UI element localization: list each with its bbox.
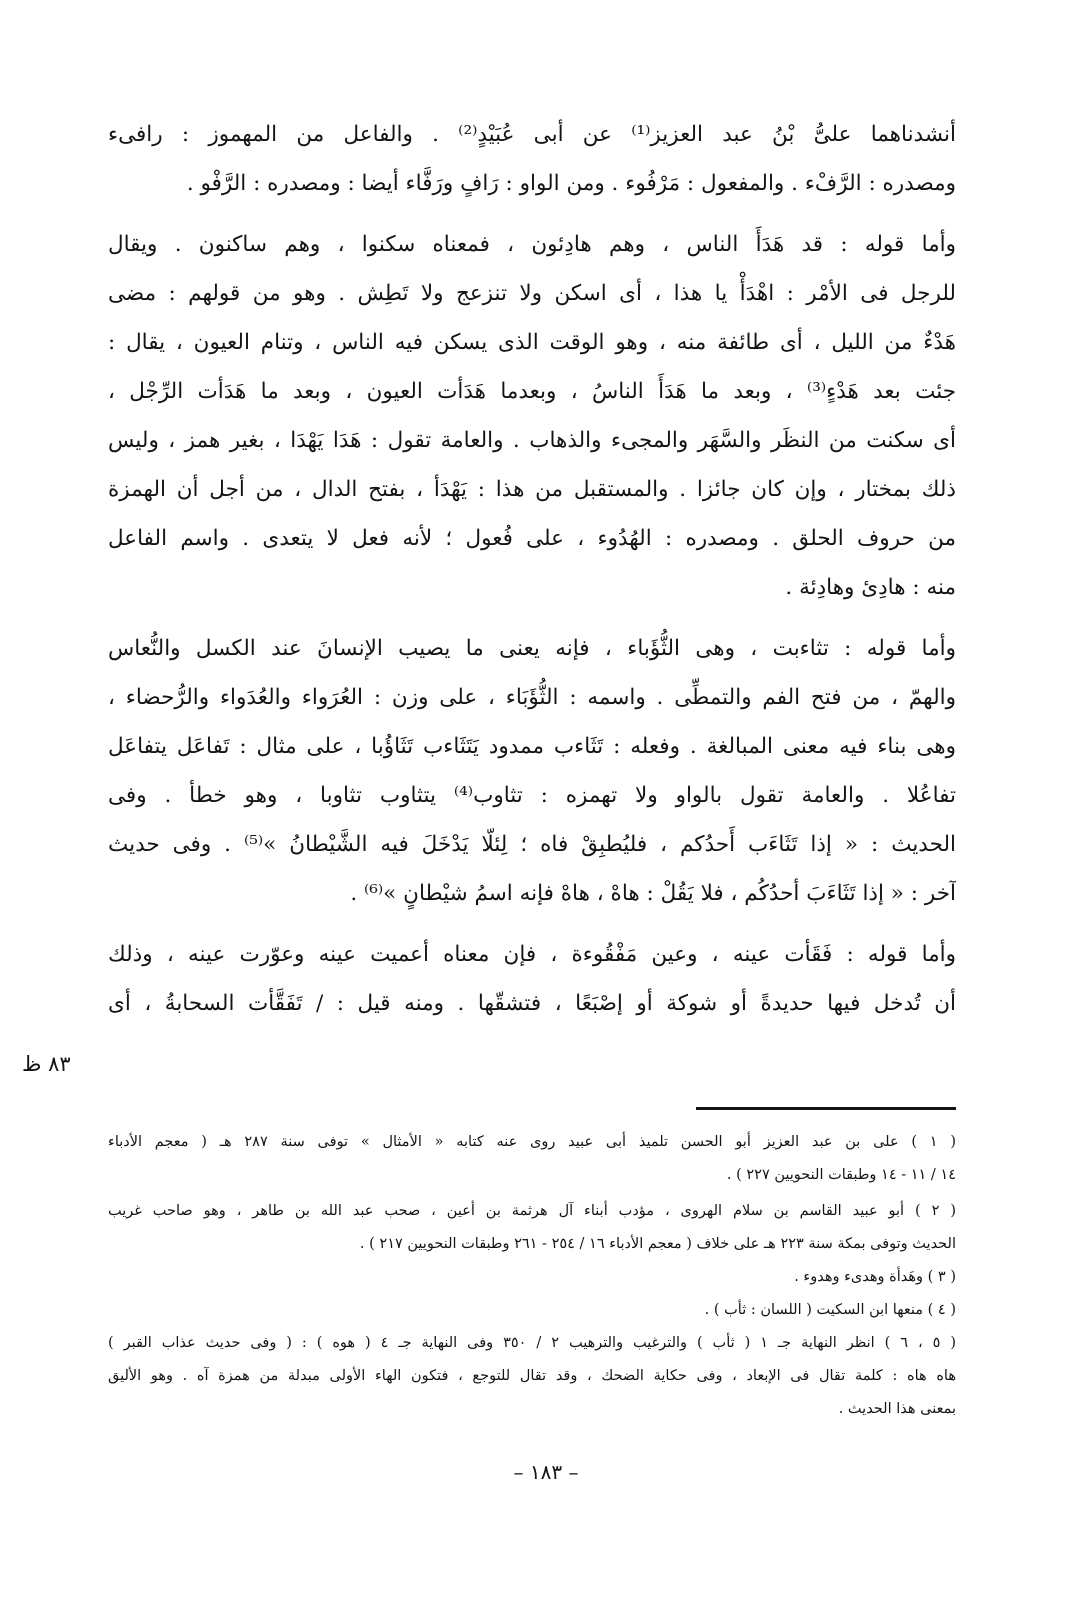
footnote-4 — [108, 1294, 956, 1327]
footnote-line: ( ٣ ) وهَدأة وهدىء وهدوء . — [794, 1269, 956, 1285]
text-line: للرجل فى الأمْر : اهْدَأْ يا هذا ، أى اسكن ولا تنزعج ولا تَطِش . وهو من قولهم : مضى — [108, 281, 956, 306]
footnote-line: ( ٢ ) أبو عبيد القاسم بن سلام الهروى ، مؤدب أبناء آل هرثمة بن أعين ، صحب عبد الله بن طاهر ، وهو صاحب غريب — [108, 1203, 956, 1219]
page-number: – ١٨٣ – — [513, 1460, 579, 1484]
paragraph-2 — [108, 220, 956, 612]
text-line: الحديث : « إذا تَثَاءَب أَحدُكم ، فليُطبِقْ فاه ؛ لِئلّا يَدْخَلَ فيه الشَّيْطانُ »⁽⁵⁾ . وفى حديث — [108, 832, 956, 857]
text-line: ذلك بمختار ، وإن كان جائزا . والمستقبل من هذا : يَهْدَأ ، بفتح الدال ، من أجل أن الهمزة — [108, 477, 956, 502]
text-line: أن تُدخل فيها حديدةً أو شوكة أو إصْبَعًا ، فتشقّها . ومنه قيل : / تَفَقَّأت السحابةُ ، أى — [108, 991, 956, 1016]
text-line: منه : هادِئ وهادِئة . — [785, 575, 956, 600]
footnote-1 — [108, 1126, 956, 1192]
text-line: هَدْءٌ من الليل ، أى طائفة منه ، وهو الوقت الذى يسكن فيه الناس ، وتنام العيون ، يقال : — [108, 330, 956, 355]
footnote-line: الحديث وتوفى بمكة سنة ٢٢٣ هـ على خلاف ( معجم الأدباء ١٦ / ٢٥٤ - ٢٦١ وطبقات النحويين ٢١٧ ) . — [359, 1236, 956, 1252]
main-text — [108, 110, 956, 1028]
footnote-line: ( ١ ) على بن عبد العزيز أبو الحسن تلميذ أبى عبيد روى عنه كتابه « الأمثال » توفى سنة ٢٨٧ هـ ( معجم الأدباء — [108, 1134, 956, 1150]
text-line: وأما قوله : تثاءبت ، وهى الثُّؤَباء ، فإنه يعنى ما يصيب الإنسانَ عند الكسل والنُّعاس — [108, 636, 956, 661]
text-line: من حروف الحلق . ومصدره : الهُدُوء ، على فُعول ؛ لأنه فعل لا يتعدى . واسم الفاعل — [108, 526, 956, 551]
manuscript-folio-marker: ٨٣ ظ — [22, 1052, 71, 1076]
footnotes — [108, 1126, 956, 1426]
paragraph-3 — [108, 624, 956, 918]
paragraph-4 — [108, 930, 956, 1028]
text-line: وأما قوله : قد هَدَأَ الناس ، وهم هادِئون ، فمعناه سكنوا ، وهم ساكنون . ويقال — [108, 232, 956, 257]
text-line: وهى بناء فيه معنى المبالغة . وفعله : تَثَاءب ممدود يَتَثَاءب تَثَاؤُبا ، على مثال : تَفاعَل يتفاعَل — [108, 734, 956, 759]
text-line: تفاعُلا . والعامة تقول بالواو ولا تهمزه : تثاوب⁽⁴⁾ يتثاوب تثاوبا ، وهو خطأ . وفى — [108, 783, 956, 808]
text-line: أى سكنت من النظَر والسَّهَر والمجىء والذهاب . والعامة تقول : هَدَا يَهْدَا ، بغير همز ، وليس — [108, 428, 956, 453]
text-line: والهمّ ، من فتح الفم والتمطِّى . واسمه : الثُّؤَبَاء ، على وزن : العُرَواء والعُدَواء والرُّحضاء ، — [108, 685, 956, 710]
text-line: أنشدناهما علىُّ بْنُ عبد العزيز⁽¹⁾ عن أبى عُبَيْدٍ⁽²⁾ . والفاعل من المهموز : رافىء — [108, 122, 956, 147]
footnote-2 — [108, 1195, 956, 1261]
text-line: وأما قوله : فَقَأت عينه ، وعين مَفْقُوءة ، فإن معناه أعميت عينه وعوّرت عينه ، وذلك — [108, 942, 956, 967]
text-line: آخر : « إذا تَثَاءَبَ أحدُكُم ، فلا يَقُلْ : هاهْ ، هاهْ فإنه اسمُ شيْطانٍ »⁽⁶⁾ . — [350, 881, 956, 906]
footnote-5-6 — [108, 1327, 956, 1426]
footnote-line: هاه هاه : كلمة تقال فى الإبعاد ، وفى حكاية الضحك ، وقد تقال للتوجع ، فتكون الهاء الأولى مبدلة من همزة آه . وهو الأليق — [108, 1368, 956, 1384]
footnote-line: ( ٥ ، ٦ ) انظر النهاية جـ ١ ( ثأب ) والترغيب والترهيب ٢ / ٣٥٠ وفى النهاية جـ ٤ ( هوه ) : ( وفى حديث عذاب القبر ) — [108, 1335, 956, 1351]
footnote-line: ١٤ / ١١ - ١٤ وطبقات النحويين ٢٢٧ ) . — [726, 1167, 956, 1183]
footnote-line: بمعنى هذا الحديث . — [838, 1401, 956, 1417]
text-line: جئت بعد هَدْءٍ⁽³⁾ ، وبعد ما هَدَأَ الناسُ ، وبعدما هَدَأت العيون ، وبعد ما هَدَأت الرِّجْل ، — [108, 379, 956, 404]
text-line: ومصدره : الرَّفْء . والمفعول : مَرْفُوء . ومن الواو : رَافٍ ورَفَّاء أيضا : ومصدره : الرَّفْو . — [186, 171, 956, 196]
footnote-line: ( ٤ ) منعها ابن السكيت ( اللسان : ثأب ) . — [704, 1302, 956, 1318]
paragraph-1 — [108, 110, 956, 208]
footnote-separator — [696, 1107, 956, 1110]
footnote-3 — [108, 1261, 956, 1294]
